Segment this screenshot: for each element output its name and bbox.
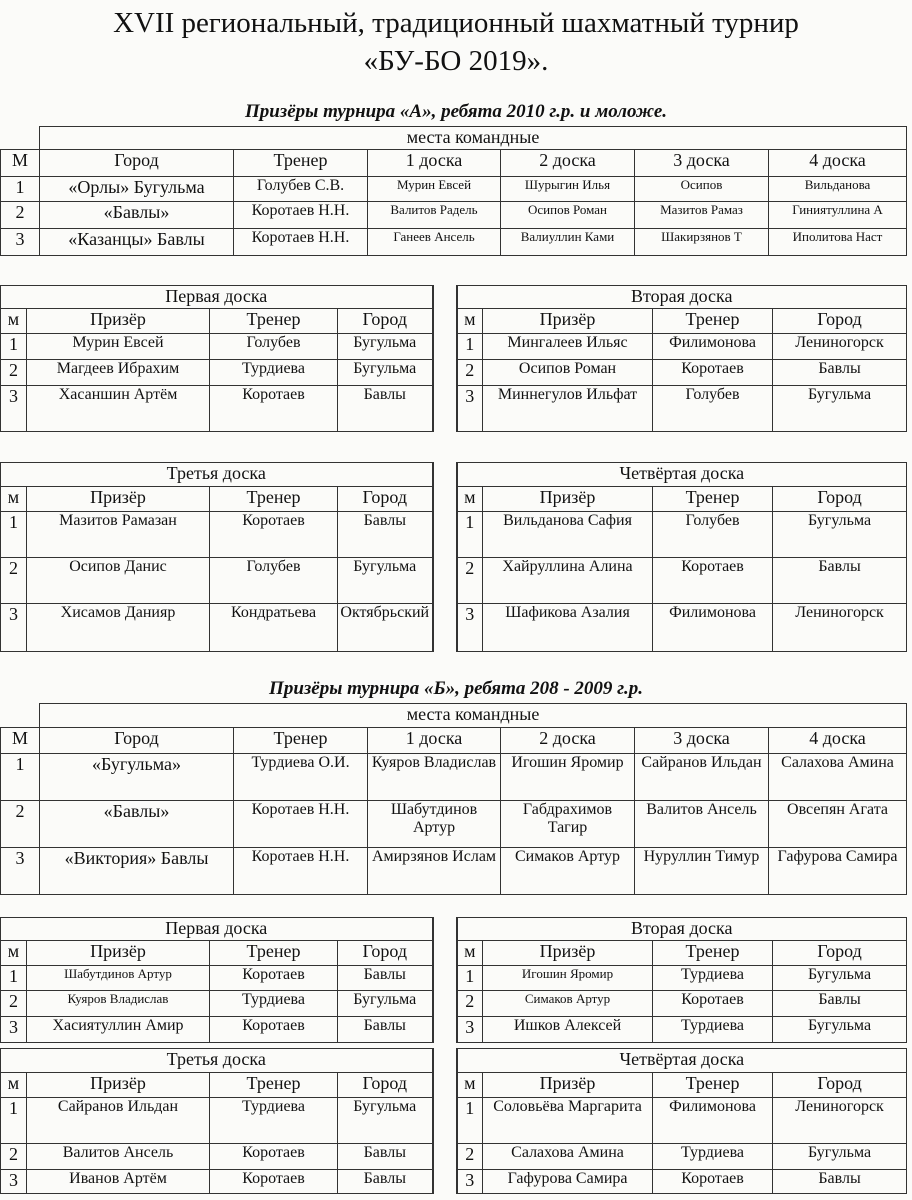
board3-header: 3 доска [635, 728, 769, 754]
city-cell: Бугульма [338, 334, 433, 360]
board1-cell: Шабутдинов Артур [368, 801, 501, 848]
coach-cell: Голубев С.В. [234, 177, 368, 202]
prizer-cell: Хасиятуллин Амир [27, 1017, 210, 1043]
place-cell: 3 [1, 386, 27, 432]
city-cell: Бавлы [338, 966, 433, 991]
place-header: м [1, 487, 27, 512]
document-title-line2: «БУ-БО 2019». [363, 45, 549, 77]
place-cell: 2 [1, 1144, 27, 1170]
city-cell: «Виктория» Бавлы [40, 848, 234, 895]
city-cell: «Казанцы» Бавлы [40, 229, 234, 256]
board-second-title: Вторая доска [457, 918, 907, 941]
board-third-title: Третья доска [1, 1049, 433, 1073]
tournament-b-team-table [0, 703, 907, 895]
prizer-header: Призёр [27, 1073, 210, 1098]
tournament-a-boards-1-2 [0, 285, 907, 432]
prizer-cell: Шафикова Азалия [483, 604, 653, 652]
place-cell: 1 [457, 334, 483, 360]
place-cell: 2 [1, 991, 27, 1017]
prizer-cell: Осипов Данис [27, 558, 210, 604]
city-cell: Октябрьский [338, 604, 433, 652]
prizer-header: Призёр [483, 487, 653, 512]
board1-cell: Ганеев Ансель [368, 229, 501, 256]
city-cell: «Бугульма» [40, 754, 234, 801]
coach-cell: Коротаев [653, 1170, 773, 1194]
table-row [1, 801, 907, 848]
coach-cell: Коротаев [210, 1017, 338, 1043]
board2-cell: Валиуллин Ками [501, 229, 635, 256]
coach-header: Тренер [653, 487, 773, 512]
prizer-header: Призёр [27, 309, 210, 334]
city-cell: Бугульма [338, 1098, 433, 1144]
city-cell: Бавлы [338, 1144, 433, 1170]
coach-header: Тренер [653, 941, 773, 966]
coach-cell: Коротаев Н.Н. [234, 801, 368, 848]
table-divider [433, 1049, 457, 1194]
prizer-cell: Хайруллина Алина [483, 558, 653, 604]
board4-cell: Вильданова [769, 177, 907, 202]
place-cell: 1 [1, 1098, 27, 1144]
prizer-header: Призёр [27, 487, 210, 512]
board2-cell: Шурыгин Илья [501, 177, 635, 202]
place-cell: 1 [1, 512, 27, 558]
board-fourth-title: Четвёртая доска [457, 1049, 907, 1073]
place-cell: 1 [1, 177, 40, 202]
table-row [1, 177, 907, 202]
prizer-cell: Мазитов Рамазан [27, 512, 210, 558]
table-divider [433, 286, 457, 432]
city-cell: Бавлы [338, 386, 433, 432]
city-cell: Бугульма [338, 558, 433, 604]
city-header: Город [40, 728, 234, 754]
coach-cell: Филимонова [653, 604, 773, 652]
city-header: Город [338, 487, 433, 512]
board3-cell: Осипов [635, 177, 769, 202]
team-places-header: места командные [40, 704, 907, 728]
board1-cell: Амирзянов Ислам [368, 848, 501, 895]
tournament-b-boards-3-4 [0, 1048, 907, 1194]
coach-cell: Коротаев [653, 558, 773, 604]
place-cell: 1 [457, 1098, 483, 1144]
board1-cell: Мурин Евсей [368, 177, 501, 202]
place-cell: 2 [1, 360, 27, 386]
board2-cell: Симаков Артур [501, 848, 635, 895]
city-header: Город [338, 1073, 433, 1098]
city-cell: Бугульма [773, 512, 907, 558]
document-title-line1: XVII региональный, традиционный шахматный турнир [113, 7, 799, 39]
prizer-header: Призёр [483, 309, 653, 334]
city-header: Город [773, 487, 907, 512]
place-cell: 3 [1, 848, 40, 895]
prizer-header: Призёр [27, 941, 210, 966]
city-cell: Бугульма [773, 1144, 907, 1170]
board-first-title: Первая доска [1, 286, 433, 309]
place-header: м [457, 941, 483, 966]
corner-cell [1, 704, 40, 728]
coach-cell: Турдиева О.И. [234, 754, 368, 801]
place-cell: 2 [457, 991, 483, 1017]
tournament-b-boards-1-2 [0, 917, 907, 1043]
board-second-title: Вторая доска [457, 286, 907, 309]
coach-cell: Коротаев Н.Н. [234, 229, 368, 256]
prizer-cell: Мингалеев Ильяс [483, 334, 653, 360]
board3-cell: Шакирзянов Т [635, 229, 769, 256]
board4-cell: Иполитова Наст [769, 229, 907, 256]
board2-cell: Игошин Яромир [501, 754, 635, 801]
coach-cell: Коротаев [210, 1144, 338, 1170]
tournament-a-boards-3-4 [0, 462, 907, 652]
board4-cell: Гиниятуллина А [769, 202, 907, 229]
board2-cell: Габдрахимов Тагир [501, 801, 635, 848]
coach-cell: Коротаев [653, 360, 773, 386]
tournament-a-heading: Призёры турнира «А», ребята 2010 г.р. и моложе. [244, 101, 668, 122]
coach-header: Тренер [234, 150, 368, 177]
place-cell: 2 [457, 360, 483, 386]
board3-cell: Сайранов Ильдан [635, 754, 769, 801]
place-cell: 2 [1, 801, 40, 848]
board1-cell: Валитов Радель [368, 202, 501, 229]
place-cell: 3 [1, 604, 27, 652]
prizer-cell: Мурин Евсей [27, 334, 210, 360]
board2-header: 2 доска [501, 728, 635, 754]
city-cell: Бавлы [338, 1170, 433, 1194]
board-third-title: Третья доска [1, 463, 433, 487]
board2-cell: Осипов Роман [501, 202, 635, 229]
city-cell: «Бавлы» [40, 801, 234, 848]
prizer-cell: Магдеев Ибрахим [27, 360, 210, 386]
tournament-a-team-table [0, 126, 907, 256]
coach-cell: Коротаев [653, 991, 773, 1017]
coach-cell: Коротаев [210, 512, 338, 558]
place-cell: 3 [1, 1017, 27, 1043]
board3-cell: Нуруллин Тимур [635, 848, 769, 895]
place-cell: 1 [457, 512, 483, 558]
place-cell: 1 [1, 334, 27, 360]
prizer-header: Призёр [483, 1073, 653, 1098]
city-cell: Бавлы [773, 991, 907, 1017]
corner-cell [1, 127, 40, 150]
city-cell: Бугульма [773, 386, 907, 432]
place-cell: 3 [1, 1170, 27, 1194]
coach-header: Тренер [653, 309, 773, 334]
place-cell: 3 [457, 604, 483, 652]
table-row [1, 848, 907, 895]
place-cell: 2 [1, 558, 27, 604]
board4-cell: Гафурова Самира [769, 848, 907, 895]
board-first-title: Первая доска [1, 918, 433, 941]
place-cell: 3 [457, 1170, 483, 1194]
prizer-cell: Куяров Владислав [27, 991, 210, 1017]
city-cell: Бавлы [773, 558, 907, 604]
coach-header: Тренер [210, 309, 338, 334]
place-cell: 2 [457, 558, 483, 604]
coach-cell: Турдиева [210, 1098, 338, 1144]
city-cell: Бавлы [338, 512, 433, 558]
coach-cell: Филимонова [653, 1098, 773, 1144]
prizer-cell: Миннегулов Ильфат [483, 386, 653, 432]
place-header: М [1, 728, 40, 754]
coach-cell: Голубев [210, 334, 338, 360]
coach-cell: Турдиева [653, 966, 773, 991]
place-cell: 3 [457, 1017, 483, 1043]
board3-header: 3 доска [635, 150, 769, 177]
place-header: м [457, 487, 483, 512]
coach-header: Тренер [210, 941, 338, 966]
board4-cell: Салахова Амина [769, 754, 907, 801]
prizer-cell: Хасаншин Артём [27, 386, 210, 432]
board1-header: 1 доска [368, 150, 501, 177]
city-header: Город [338, 941, 433, 966]
city-cell: Лениногорск [773, 334, 907, 360]
table-row [1, 229, 907, 256]
city-cell: Бугульма [773, 966, 907, 991]
board-fourth-title: Четвёртая доска [457, 463, 907, 487]
city-header: Город [338, 309, 433, 334]
prizer-cell: Салахова Амина [483, 1144, 653, 1170]
coach-cell: Голубев [210, 558, 338, 604]
city-header: Город [773, 1073, 907, 1098]
city-cell: Бугульма [773, 1017, 907, 1043]
place-header: м [1, 309, 27, 334]
coach-cell: Коротаев Н.Н. [234, 202, 368, 229]
coach-cell: Коротаев [210, 386, 338, 432]
board3-cell: Мазитов Рамаз [635, 202, 769, 229]
prizer-cell: Иванов Артём [27, 1170, 210, 1194]
city-cell: Бавлы [338, 1017, 433, 1043]
prizer-cell: Валитов Ансель [27, 1144, 210, 1170]
city-cell: Бавлы [773, 1170, 907, 1194]
place-cell: 1 [1, 754, 40, 801]
place-cell: 2 [1, 202, 40, 229]
coach-cell: Турдиева [210, 360, 338, 386]
coach-header: Тренер [234, 728, 368, 754]
board1-header: 1 доска [368, 728, 501, 754]
coach-header: Тренер [653, 1073, 773, 1098]
place-header: м [457, 1073, 483, 1098]
table-row [1, 754, 907, 801]
coach-cell: Коротаев Н.Н. [234, 848, 368, 895]
place-cell: 1 [457, 966, 483, 991]
board4-header: 4 доска [769, 150, 907, 177]
prizer-cell: Вильданова Сафия [483, 512, 653, 558]
place-cell: 1 [1, 966, 27, 991]
coach-cell: Кондратьева [210, 604, 338, 652]
board2-header: 2 доска [501, 150, 635, 177]
prizer-cell: Хисамов Данияр [27, 604, 210, 652]
table-divider [433, 918, 457, 1043]
board3-cell: Валитов Ансель [635, 801, 769, 848]
coach-cell: Коротаев [210, 1170, 338, 1194]
coach-cell: Филимонова [653, 334, 773, 360]
table-row [1, 202, 907, 229]
city-cell: Лениногорск [773, 1098, 907, 1144]
tournament-b-heading: Призёры турнира «Б», ребята 208 - 2009 г.р. [269, 678, 643, 699]
prizer-cell: Соловьёва Маргарита [483, 1098, 653, 1144]
prizer-cell: Осипов Роман [483, 360, 653, 386]
place-header: м [1, 1073, 27, 1098]
prizer-cell: Симаков Артур [483, 991, 653, 1017]
coach-header: Тренер [210, 1073, 338, 1098]
prizer-header: Призёр [483, 941, 653, 966]
city-cell: Бугульма [338, 360, 433, 386]
city-header: Город [773, 941, 907, 966]
prizer-cell: Ишков Алексей [483, 1017, 653, 1043]
place-header: м [1, 941, 27, 966]
coach-cell: Голубев [653, 386, 773, 432]
board1-cell: Куяров Владислав [368, 754, 501, 801]
city-cell: Лениногорск [773, 604, 907, 652]
coach-cell: Голубев [653, 512, 773, 558]
prizer-cell: Шабутдинов Артур [27, 966, 210, 991]
coach-cell: Турдиева [210, 991, 338, 1017]
place-cell: 3 [457, 386, 483, 432]
place-header: М [1, 150, 40, 177]
coach-cell: Турдиева [653, 1144, 773, 1170]
city-cell: Бугульма [338, 991, 433, 1017]
place-cell: 3 [1, 229, 40, 256]
board4-header: 4 доска [769, 728, 907, 754]
place-header: м [457, 309, 483, 334]
coach-header: Тренер [210, 487, 338, 512]
place-cell: 2 [457, 1144, 483, 1170]
board4-cell: Овсепян Агата [769, 801, 907, 848]
prizer-cell: Сайранов Ильдан [27, 1098, 210, 1144]
table-divider [433, 463, 457, 652]
city-cell: Бавлы [773, 360, 907, 386]
city-cell: «Орлы» Бугульма [40, 177, 234, 202]
prizer-cell: Игошин Яромир [483, 966, 653, 991]
coach-cell: Коротаев [210, 966, 338, 991]
city-cell: «Бавлы» [40, 202, 234, 229]
team-places-header: места командные [40, 127, 907, 150]
coach-cell: Турдиева [653, 1017, 773, 1043]
city-header: Город [773, 309, 907, 334]
prizer-cell: Гафурова Самира [483, 1170, 653, 1194]
city-header: Город [40, 150, 234, 177]
